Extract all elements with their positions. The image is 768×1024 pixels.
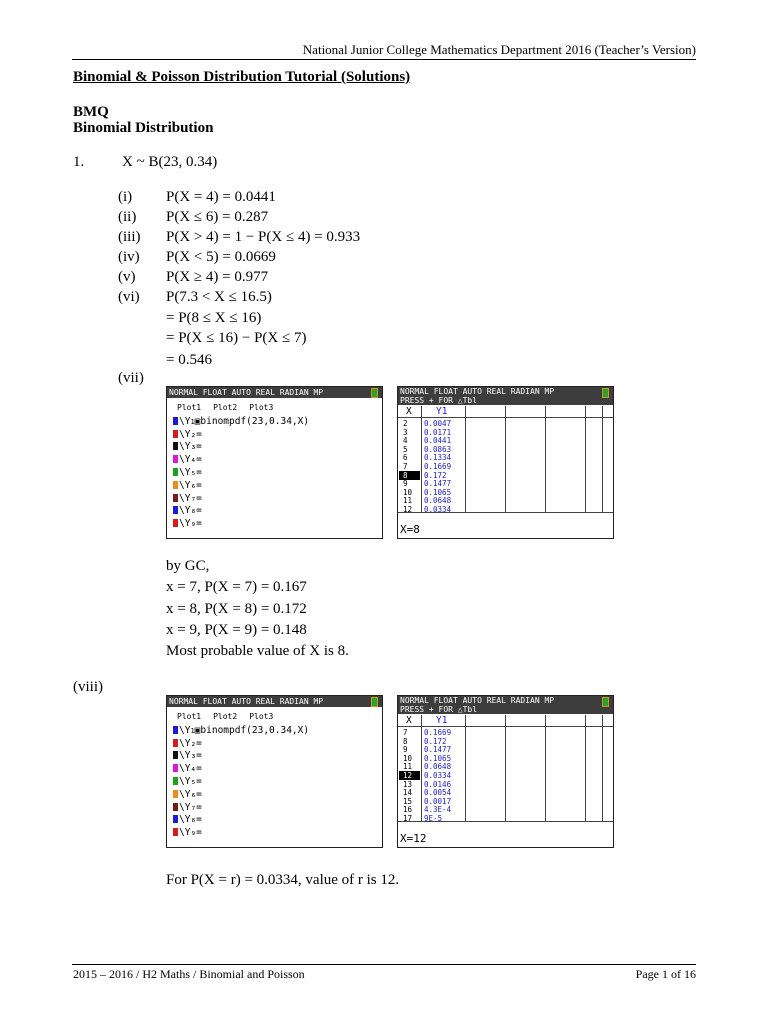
table-cell-y1: 0.1065 <box>424 753 452 763</box>
question-number: 1. <box>73 154 85 170</box>
color-swatch <box>173 430 178 438</box>
y-row: \Y₅= <box>173 776 382 789</box>
table-cell-y1: 0.0648 <box>424 762 452 772</box>
part-label: (ii) <box>118 209 137 225</box>
y-row-label: Y₇= <box>184 801 202 813</box>
y-row: \Y₉= <box>173 827 382 840</box>
footer-rule <box>72 964 696 965</box>
footer-right: Page 1 of 16 <box>635 967 696 981</box>
column-header-y1: Y1 <box>436 715 448 726</box>
header-line <box>398 726 613 727</box>
y-row: \Y₄= <box>173 454 382 467</box>
y-row-label: Y₄= <box>184 763 202 775</box>
part-label: (v) <box>118 269 136 285</box>
page-title: Binomial & Poisson Distribution Tutorial (Solutions) <box>73 69 411 85</box>
header-line <box>398 417 613 418</box>
table-cell-y1: 0.0648 <box>424 496 452 506</box>
y-row: \Y₆= <box>173 480 382 493</box>
table-cell-x: 6 <box>403 453 408 463</box>
table-cell-x: 16 <box>403 805 413 815</box>
calc-status-bar: NORMAL FLOAT AUTO REAL RADIAN MP <box>167 387 382 398</box>
table-cell-x: 11 <box>403 496 413 506</box>
vii-line-5: Most probable value of X is 8. <box>166 643 349 659</box>
table-cell-y1: 0.0334 <box>424 771 452 780</box>
y-row: \Y₂= <box>173 429 382 442</box>
table-cell-y1: 0.0054 <box>424 788 452 798</box>
y-row: \Y₃= <box>173 750 382 763</box>
part-answer: P(X ≥ 4) = 0.977 <box>166 269 269 285</box>
y-row-label: Y₃= <box>184 750 202 762</box>
color-swatch <box>173 417 178 425</box>
color-swatch <box>173 506 178 514</box>
y1-expression: binompdf(23,0.34,X) <box>200 415 310 427</box>
table-cell-y1: 0.0441 <box>424 436 452 446</box>
grid-line <box>585 715 586 821</box>
table-cell-y1: 0.0047 <box>424 419 452 428</box>
table-cell-y1: 0.1065 <box>424 487 452 497</box>
table-footer: X=12 <box>400 832 427 845</box>
y-row-label: Y₃= <box>184 441 202 453</box>
table-cell-y1: 0.172 <box>424 736 447 746</box>
part-label: (i) <box>118 189 133 205</box>
table-cell-x: 9 <box>403 745 408 755</box>
color-swatch <box>173 777 178 785</box>
grid-line <box>505 715 506 821</box>
color-swatch <box>173 481 178 489</box>
plot-labels <box>173 402 382 415</box>
vi-step-3: = 0.546 <box>166 352 212 368</box>
y-row: \Y₉= <box>173 518 382 531</box>
y-row: \Y₄= <box>173 763 382 776</box>
table-cell-y1: 9E-5 <box>424 814 443 823</box>
calc-status-bar: NORMAL FLOAT AUTO REAL RADIAN MP <box>167 696 382 707</box>
table-cell-x: 12 <box>403 505 413 514</box>
column-header-y1: Y1 <box>436 406 448 417</box>
table-cell-x: 11 <box>403 762 413 772</box>
grid-line <box>465 715 466 821</box>
column-header-x: X <box>406 406 412 417</box>
table-cell-x: 9 <box>403 479 408 489</box>
plot-label: Plot1 <box>177 712 202 721</box>
grid-line <box>602 406 603 512</box>
y-row-label: Y₄= <box>184 454 202 466</box>
table-cell-y1: 0.172 <box>424 470 447 480</box>
color-swatch <box>173 803 178 811</box>
y-row-label: Y₆= <box>184 788 202 800</box>
part-answer: P(X = 4) = 0.0441 <box>166 189 276 205</box>
column-header-x: X <box>406 715 412 726</box>
footer-left: 2015 – 2016 / H2 Maths / Binomial and Poisson <box>73 967 305 981</box>
battery-icon <box>371 697 378 707</box>
table-cell-y1: 0.0334 <box>424 505 452 514</box>
table-cell-y1: 0.1334 <box>424 453 452 463</box>
color-swatch <box>173 764 178 772</box>
plot-labels <box>173 711 382 724</box>
grid-line <box>545 406 546 512</box>
table-cell-x: 17 <box>403 814 413 823</box>
calc-status-bar: NORMAL FLOAT AUTO REAL RADIAN MP PRESS + FOR △Tbl <box>398 387 613 405</box>
table-cell-y1: 0.0171 <box>424 427 452 437</box>
color-swatch <box>173 442 178 450</box>
table-cell-x: 10 <box>403 753 413 763</box>
table-cell-x: 14 <box>403 788 413 798</box>
header-text: National Junior College Mathematics Department 2016 (Teacher’s Version) <box>302 42 696 57</box>
part-label: (iii) <box>118 229 141 245</box>
table-cell-y1: 0.0017 <box>424 796 452 806</box>
color-swatch <box>173 751 178 759</box>
plot-label: Plot2 <box>213 403 238 412</box>
color-swatch <box>173 828 178 836</box>
color-swatch <box>173 739 178 747</box>
viii-answer: For P(X = r) = 0.0334, value of r is 12. <box>166 872 400 888</box>
table-cell-y1: 4.3E-4 <box>424 805 452 815</box>
y1-row: \Y1▣binompdf(23,0.34,X) <box>173 416 382 429</box>
color-swatch <box>173 790 178 798</box>
vii-line-2: x = 7, P(X = 7) = 0.167 <box>166 579 307 595</box>
y-row: \Y₅= <box>173 467 382 480</box>
table-cell-x: 7 <box>403 462 408 471</box>
part-label: (vi) <box>118 289 140 305</box>
y-row-label: Y₇= <box>184 492 202 504</box>
y1-row: \Y1▣binompdf(23,0.34,X) <box>173 725 382 738</box>
table-cell-y1: 0.1477 <box>424 745 452 755</box>
y-row-label: Y₈= <box>184 505 202 517</box>
subsection-heading: Binomial Distribution <box>73 120 214 136</box>
table-cell-x: 7 <box>403 728 408 737</box>
part-label-vii: (vii) <box>118 370 144 386</box>
calculator-table-2 <box>397 695 614 848</box>
battery-icon <box>602 697 609 707</box>
color-swatch <box>173 455 178 463</box>
y-row-label: Y₅= <box>184 775 202 787</box>
grid-line <box>421 406 422 512</box>
y-row: \Y₆= <box>173 789 382 802</box>
y-row-label: Y₅= <box>184 466 202 478</box>
table-cell-x: 4 <box>403 436 408 446</box>
table-footer: X=8 <box>400 523 420 536</box>
y-row-label: Y₈= <box>184 814 202 826</box>
plot-label: Plot2 <box>213 712 238 721</box>
vii-line-4: x = 9, P(X = 9) = 0.148 <box>166 622 307 638</box>
part-label-viii: (viii) <box>73 679 103 695</box>
y-row-label: Y₂= <box>184 737 202 749</box>
y1-expression: binompdf(23,0.34,X) <box>200 724 310 736</box>
y-row: \Y₂= <box>173 738 382 751</box>
table-cell-y1: 0.1669 <box>424 728 452 737</box>
plot-label: Plot3 <box>249 712 274 721</box>
plot-label: Plot1 <box>177 403 202 412</box>
table-cell-x: 8 <box>399 471 420 480</box>
color-swatch <box>173 726 178 734</box>
calculator-y-editor-2 <box>166 695 383 848</box>
calc-status-bar: NORMAL FLOAT AUTO REAL RADIAN MP PRESS + FOR △Tbl <box>398 696 613 714</box>
table-cell-y1: 0.1477 <box>424 479 452 489</box>
table-cell-x: 2 <box>403 419 408 428</box>
header-rule <box>72 59 696 60</box>
y-row-label: Y₉= <box>184 518 202 530</box>
page-header <box>303 42 696 58</box>
grid-line <box>421 715 422 821</box>
grid-line <box>585 406 586 512</box>
part-answer: P(X < 5) = 0.0669 <box>166 249 276 265</box>
y-row-label: Y₆= <box>184 479 202 491</box>
table-cell-x: 13 <box>403 779 413 789</box>
calculator-table-1 <box>397 386 614 539</box>
table-cell-x: 12 <box>399 771 420 780</box>
battery-icon <box>371 388 378 398</box>
vii-line-1: by GC, <box>166 558 210 574</box>
table-cell-y1: 0.0146 <box>424 779 452 789</box>
y-row: \Y₈= <box>173 814 382 827</box>
grid-line <box>465 406 466 512</box>
section-heading: BMQ <box>73 104 109 120</box>
y-row-label: Y₉= <box>184 827 202 839</box>
part-answer: P(X ≤ 6) = 0.287 <box>166 209 269 225</box>
y-row: \Y₃= <box>173 441 382 454</box>
part-label: (iv) <box>118 249 140 265</box>
grid-line <box>602 715 603 821</box>
grid-line <box>505 406 506 512</box>
plot-label: Plot3 <box>249 403 274 412</box>
part-answer: P(7.3 < X ≤ 16.5) <box>166 289 272 305</box>
y-row-label: Y₂= <box>184 428 202 440</box>
calculator-y-editor-1 <box>166 386 383 539</box>
color-swatch <box>173 494 178 502</box>
color-swatch <box>173 815 178 823</box>
color-swatch <box>173 519 178 527</box>
color-swatch <box>173 468 178 476</box>
battery-icon <box>602 388 609 398</box>
y-row: \Y₇= <box>173 493 382 506</box>
grid-line <box>545 715 546 821</box>
vi-step-1: = P(8 ≤ X ≤ 16) <box>166 310 262 326</box>
distribution: X ~ B(23, 0.34) <box>122 154 218 170</box>
vi-step-2: = P(X ≤ 16) − P(X ≤ 7) <box>166 330 307 346</box>
table-cell-x: 10 <box>403 487 413 497</box>
table-cell-x: 15 <box>403 796 413 806</box>
table-cell-x: 8 <box>403 736 408 746</box>
table-cell-y1: 0.0863 <box>424 444 452 454</box>
table-cell-x: 3 <box>403 427 408 437</box>
y-row: \Y₈= <box>173 505 382 518</box>
vii-line-3: x = 8, P(X = 8) = 0.172 <box>166 601 307 617</box>
y-row: \Y₇= <box>173 802 382 815</box>
table-cell-x: 5 <box>403 444 408 454</box>
part-answer: P(X > 4) = 1 − P(X ≤ 4) = 0.933 <box>166 229 361 245</box>
table-cell-y1: 0.1669 <box>424 462 452 471</box>
